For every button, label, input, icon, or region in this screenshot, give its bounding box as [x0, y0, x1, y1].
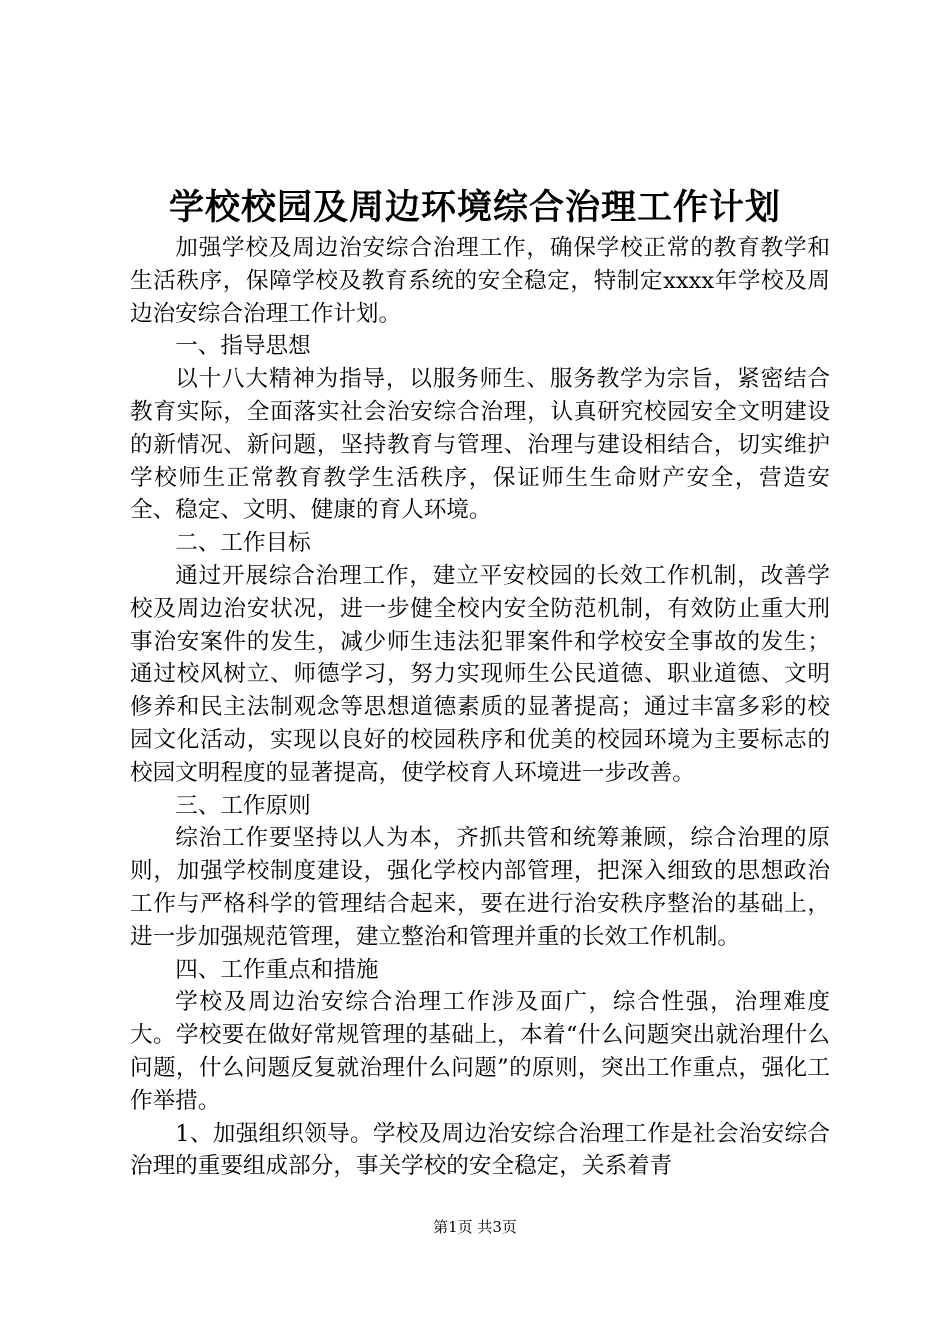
document-body — [130, 232, 830, 1183]
section-heading-work-principles: 三、工作原则 — [175, 792, 311, 819]
section-paragraph-key-measures: 学校及周边治安综合治理工作涉及面广，综合性强，治理难度大。学校要在做好常规管理的基础上，本着“什么问题突出就治理什么问题，什么问题反复就治理什么问题”的原则，突出工作重点，强化工作举措。 — [130, 989, 830, 1114]
document-title: 学校校园及周边环境综合治理工作计划 — [168, 188, 781, 228]
section-heading-guiding-ideology: 一、指导思想 — [175, 333, 311, 360]
section-heading-key-measures: 四、工作重点和措施 — [175, 956, 379, 983]
item-paragraph-1: 1、加强组织领导。学校及周边治安综合治理工作是社会治安综合治理的重要组成部分，事关学校的安全稳定，关系着青 — [130, 1120, 830, 1180]
section-paragraph-work-goals: 通过开展综合治理工作，建立平安校园的长效工作机制，改善学校及周边治安状况，进一步健全校内安全防范机制，有效防止重大刑事治安案件的发生，减少师生违法犯罪案件和学校安全事故的发生；通过校风树立、师德学习，努力实现师生公民道德、职业道德、文明修养和民主法制观念等思想道德素质的显著提高；通过丰富多彩的校园文化活动，实现以良好的校园秩序和优美的校园环境为主要标志的校园文明程度的显著提高，使学校育人环境进一步改善。 — [130, 562, 830, 786]
section-paragraph-work-principles: 综治工作要坚持以人为本，齐抓共管和统筹兼顾，综合治理的原则，加强学校制度建设，强化学校内部管理，把深入细致的思想政治工作与严格科学的管理结合起来，要在进行治安秩序整治的基础上，进一步加强规范管理，建立整治和管理并重的长效工作机制。 — [130, 825, 830, 950]
section-heading-work-goals: 二、工作目标 — [175, 530, 311, 557]
section-paragraph-guiding-ideology: 以十八大精神为指导，以服务师生、服务教学为宗旨，紧密结合教育实际，全面落实社会治安综合治理，认真研究校园安全文明建设的新情况、新问题，坚持教育与管理、治理与建设相结合，切实维护学校师生正常教育教学生活秩序，保证师生生命财产安全，营造安全、稳定、文明、健康的育人环境。 — [130, 366, 830, 524]
page-footer: 第1页 共3页 — [433, 1218, 517, 1236]
intro-paragraph: 加强学校及周边治安综合治理工作，确保学校正常的教育教学和生活秩序，保障学校及教育系统的安全稳定，特制定xxxx年学校及周边治安综合治理工作计划。 — [130, 235, 830, 327]
